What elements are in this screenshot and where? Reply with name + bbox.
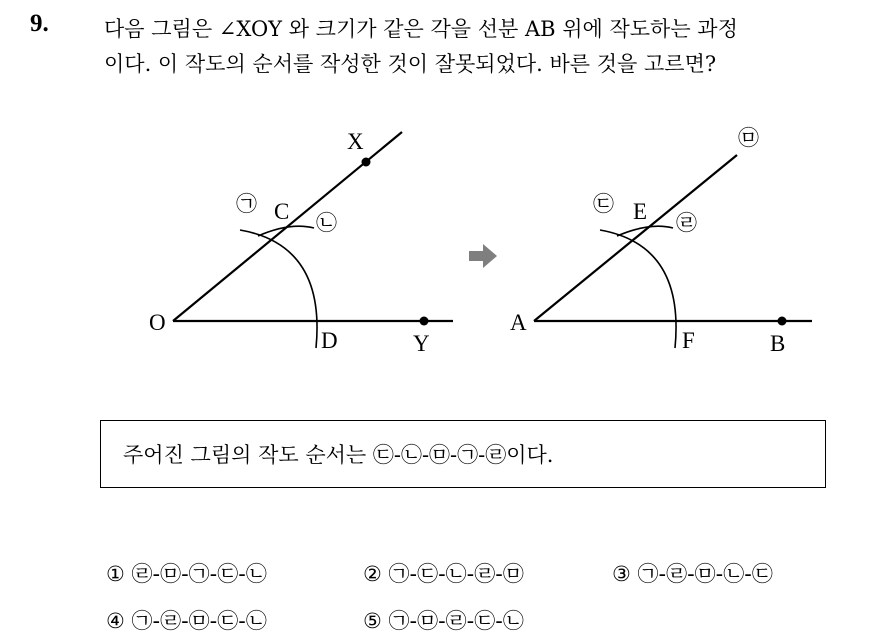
given-order-text: 주어진 그림의 작도 순서는 ㉢-㉡-㉤-㉠-㉣이다. (123, 443, 554, 467)
point-x (362, 158, 371, 167)
label-d: D (321, 328, 338, 353)
label-e: E (633, 199, 648, 224)
mark-1: ㉠ (236, 192, 257, 216)
ray-a (534, 155, 737, 321)
arc-ef (600, 230, 676, 348)
option-5-number: ⑤ (363, 609, 382, 633)
mark-2: ㉡ (316, 211, 337, 235)
label-b: B (770, 331, 786, 356)
arrow-right-icon (469, 244, 497, 268)
option-1[interactable] (106, 558, 267, 588)
point-b (778, 317, 787, 326)
option-4-number: ④ (106, 609, 125, 633)
left-angle-figure (149, 129, 453, 356)
mark-4: ㉣ (676, 211, 697, 235)
mark-3: ㉢ (593, 192, 614, 216)
option-1-number: ① (106, 562, 125, 586)
question-line-1: 다음 그림은 ∠XOY 와 크기가 같은 각을 선분 AB 위에 작도하는 과정 (104, 17, 738, 41)
option-3-text: ㉠-㉣-㉤-㉡-㉢ (637, 562, 773, 586)
label-y: Y (413, 331, 430, 356)
option-1-text: ㉣-㉤-㉠-㉢-㉡ (131, 562, 267, 586)
question-line-2: 이다. 이 작도의 순서를 작성한 것이 잘못되었다. 바른 것을 고르면? (104, 52, 717, 76)
option-3[interactable] (612, 558, 773, 588)
right-angle-figure (510, 126, 812, 356)
arc-small-c (258, 226, 314, 236)
label-o: O (149, 310, 166, 335)
option-4[interactable] (106, 605, 267, 635)
label-x: X (347, 129, 364, 154)
option-2[interactable] (363, 558, 524, 588)
option-2-text: ㉠-㉢-㉡-㉣-㉤ (388, 562, 524, 586)
label-c: C (274, 199, 290, 224)
label-f: F (682, 328, 695, 353)
option-5-text: ㉠-㉤-㉣-㉢-㉡ (388, 609, 524, 633)
option-2-number: ② (363, 562, 382, 586)
option-3-number: ③ (612, 562, 631, 586)
point-y (420, 317, 429, 326)
option-4-text: ㉠-㉣-㉤-㉢-㉡ (131, 609, 267, 633)
given-order-box (100, 420, 826, 488)
question-number: 9. (30, 10, 49, 37)
option-5[interactable] (363, 605, 524, 635)
label-a: A (510, 310, 527, 335)
mark-5: ㉤ (738, 126, 759, 150)
arc-cd (240, 230, 317, 348)
